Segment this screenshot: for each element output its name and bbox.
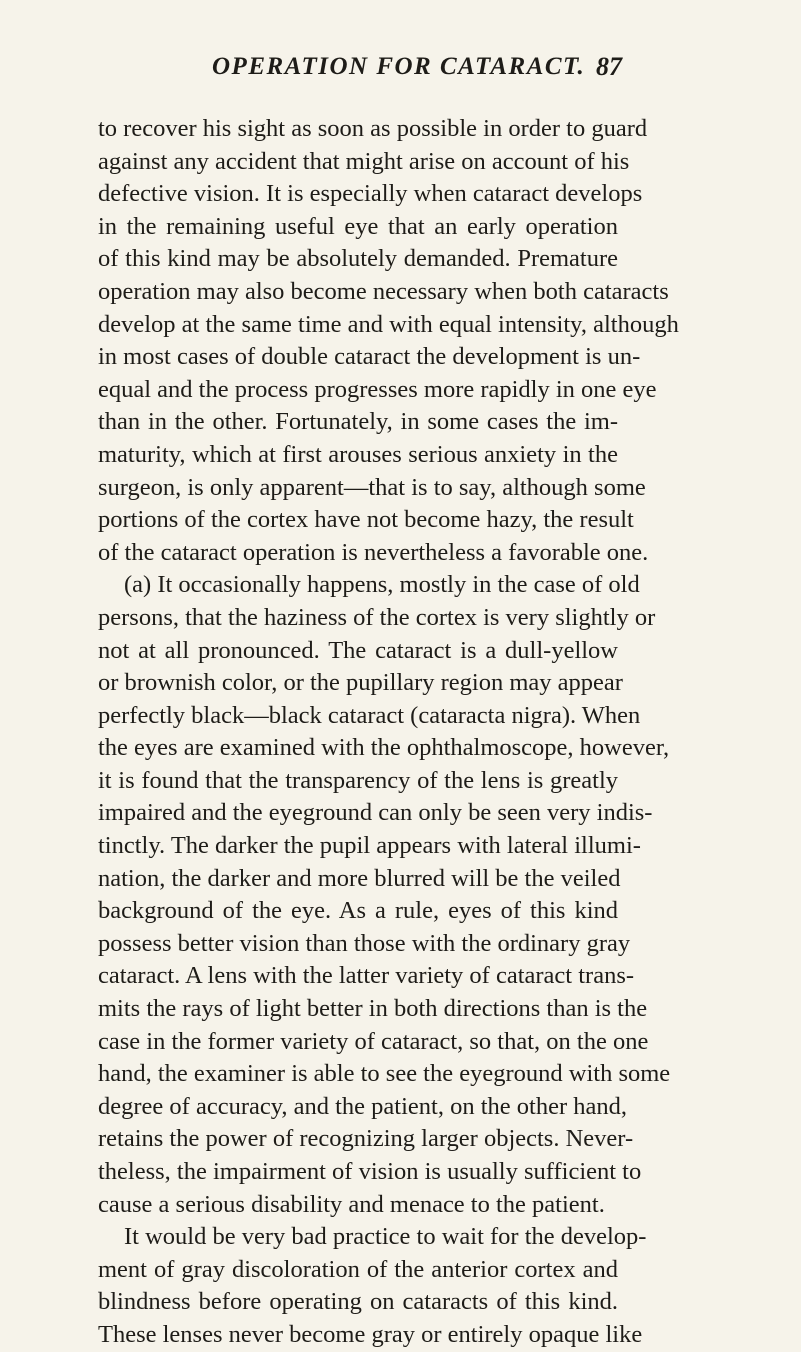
text-line: cataract. A lens with the latter variety of cataract trans- — [98, 962, 635, 990]
text-line: background of the eye. As a rule, eyes of this kind — [98, 897, 618, 925]
text-line: degree of accuracy, and the patient, on the other hand, — [98, 1092, 627, 1120]
text-line: portions of the cortex have not become hazy, the result — [98, 506, 634, 534]
text-line: It would be very bad practice to wait for the develop- — [124, 1223, 647, 1251]
text-line: perfectly black—black cataract (cataracta nigra). When — [98, 701, 641, 729]
text-line: theless, the impairment of vision is usually sufficient to — [98, 1158, 642, 1185]
text-line: retains the power of recognizing larger objects. Never- — [98, 1125, 634, 1153]
text-line: possess better vision than those with the ordinary gray — [98, 929, 631, 957]
text-line: in most cases of double cataract the development is un- — [98, 343, 641, 371]
text-line: blindness before operating on cataracts of this kind. — [98, 1288, 618, 1316]
text-line: case in the former variety of cataract, so that, on the one — [98, 1027, 649, 1055]
text-line: (a) It occasionally happens, mostly in the case of old — [124, 571, 640, 599]
text-line: operation may also become necessary when both cataracts — [98, 277, 669, 305]
text-line: ment of gray discoloration of the anterior cortex and — [98, 1255, 618, 1283]
text-line: mits the rays of light better in both directions than is the — [98, 995, 648, 1023]
running-head — [0, 52, 801, 92]
text-line: to recover his sight as soon as possible in order to guard — [98, 115, 648, 142]
text-line: it is found that the transparency of the lens is greatly — [98, 766, 618, 794]
text-line: surgeon, is only apparent—that is to say, although some — [98, 473, 646, 501]
text-line: cause a serious disability and menace to the patient. — [98, 1190, 605, 1218]
text-line: develop at the same time and with equal intensity, although — [98, 310, 679, 338]
text-line: impaired and the eyeground can only be seen very indis- — [98, 799, 653, 827]
text-line: against any accident that might arise on account of his — [98, 147, 630, 175]
text-line: hand, the examiner is able to see the eyeground with some — [98, 1060, 671, 1088]
text-line: maturity, which at first arouses serious anxiety in the — [98, 440, 618, 468]
text-line: or brownish color, or the pupillary region may appear — [98, 669, 623, 697]
text-line: defective vision. It is especially when cataract develops — [98, 180, 643, 208]
text-line: tinctly. The darker the pupil appears with lateral illumi- — [98, 832, 641, 860]
page-number: 87 — [596, 52, 622, 81]
text-line: not at all pronounced. The cataract is a dull-yellow — [98, 636, 618, 664]
text-line: than in the other. Fortunately, in some cases the im- — [98, 408, 618, 436]
text-line: of the cataract operation is nevertheless a favorable one. — [98, 538, 649, 566]
body-text — [98, 113, 679, 1352]
text-line: of this kind may be absolutely demanded. Premature — [98, 245, 618, 273]
text-line: These lenses never become gray or entirely opaque like — [98, 1320, 643, 1348]
text-line: the eyes are examined with the ophthalmoscope, however, — [98, 734, 670, 762]
text-line: nation, the darker and more blurred will be the veiled — [98, 864, 621, 892]
text-line: in the remaining useful eye that an early operation — [98, 212, 618, 240]
text-line: equal and the process progresses more rapidly in one eye — [98, 375, 657, 403]
running-title: OPERATION FOR CATARACT. — [212, 53, 586, 80]
text-line: persons, that the haziness of the cortex is very slightly or — [98, 603, 656, 631]
